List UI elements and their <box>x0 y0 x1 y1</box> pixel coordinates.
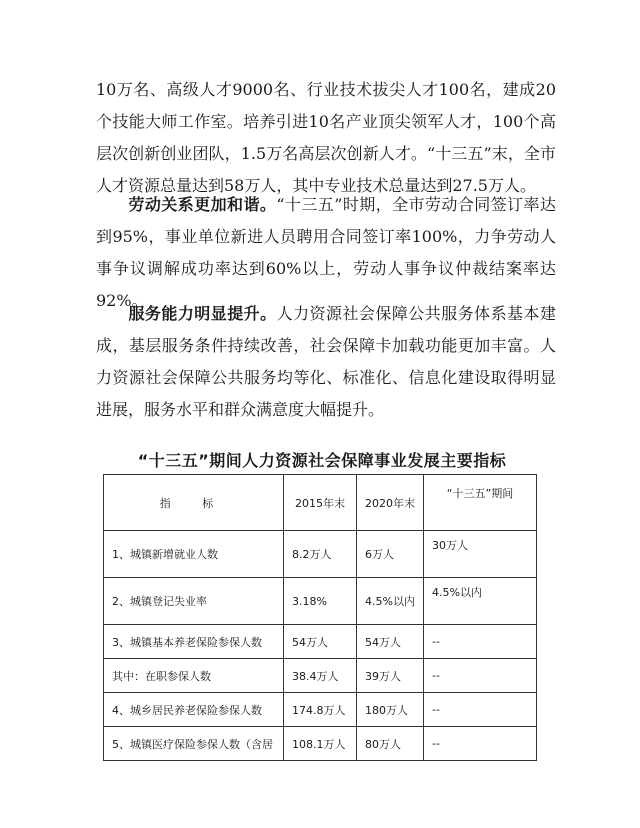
cell-2020: 4.5%以内 <box>357 578 424 625</box>
cell-2020: 6万人 <box>357 531 424 578</box>
cell-2020: 54万人 <box>357 625 424 659</box>
cell-indicator: 3、城镇基本养老保险参保人数 <box>104 625 284 659</box>
cell-2020: 180万人 <box>357 693 424 727</box>
cell-2015: 108.1万人 <box>284 727 357 761</box>
paragraph-labor-lead: 劳动关系更加和谐。 <box>128 195 277 214</box>
cell-indicator: 5、城镇医疗保险参保人数（含居 <box>104 727 284 761</box>
paragraph-service-text: 人力资源社会保障公共服务体系基本建成，基层服务条件持续改善，社会保障卡加载功能更加丰富。人力资源社会保障公共服务均等化、标准化、信息化建设取得明显进展，服务水平和群众满意度大幅提升。 <box>96 304 556 419</box>
header-period: “十三五”期间 <box>424 475 537 531</box>
cell-indicator: 1、城镇新增就业人数 <box>104 531 284 578</box>
cell-indicator: 4、城乡居民养老保险参保人数 <box>104 693 284 727</box>
cell-2015: 8.2万人 <box>284 531 357 578</box>
table-row <box>104 693 537 727</box>
paragraph-talent-text: 10万名、高级人才9000名、行业技术拔尖人才100名，建成20个技能大师工作室。培养引进10名产业顶尖领军人才，100个高层次创新创业团队，1.5万名高层次创新人才。“十三五”末，全市人才资源总量达到58万人，其中专业技术总量达到27.5万人。 <box>96 80 556 195</box>
cell-2020: 39万人 <box>357 659 424 693</box>
cell-2015: 54万人 <box>284 625 357 659</box>
paragraph-labor-text: “十三五”时期，全市劳动合同签订率达到95%，事业单位新进人员聘用合同签订率100%，力争劳动人事争议调解成功率达到60%以上，劳动人事争议仲裁结案率达92%。 <box>96 195 556 310</box>
table-row <box>104 625 537 659</box>
cell-period: -- <box>424 727 537 761</box>
table-row <box>104 727 537 761</box>
indicators-table <box>103 474 537 761</box>
header-2020: 2020年末 <box>357 475 424 531</box>
cell-period: -- <box>424 659 537 693</box>
cell-2015: 174.8万人 <box>284 693 357 727</box>
cell-2015: 38.4万人 <box>284 659 357 693</box>
paragraph-service <box>96 298 556 426</box>
table-row <box>104 578 537 625</box>
cell-2020: 80万人 <box>357 727 424 761</box>
cell-period: 30万人 <box>424 531 537 578</box>
table-row <box>104 659 537 693</box>
table-row <box>104 531 537 578</box>
cell-period: 4.5%以内 <box>424 578 537 625</box>
header-indicator: 指 标 <box>104 475 284 531</box>
cell-indicator: 2、城镇登记失业率 <box>104 578 284 625</box>
cell-period: -- <box>424 625 537 659</box>
paragraph-service-lead: 服务能力明显提升。 <box>128 304 277 323</box>
cell-indicator: 其中：在职参保人数 <box>104 659 284 693</box>
cell-period: -- <box>424 693 537 727</box>
cell-2015: 3.18% <box>284 578 357 625</box>
header-2015: 2015年末 <box>284 475 357 531</box>
paragraph-talent <box>96 74 556 202</box>
table-header-row <box>104 475 537 531</box>
table-title: “十三五”期间人力资源社会保障事业发展主要指标 <box>137 451 507 470</box>
